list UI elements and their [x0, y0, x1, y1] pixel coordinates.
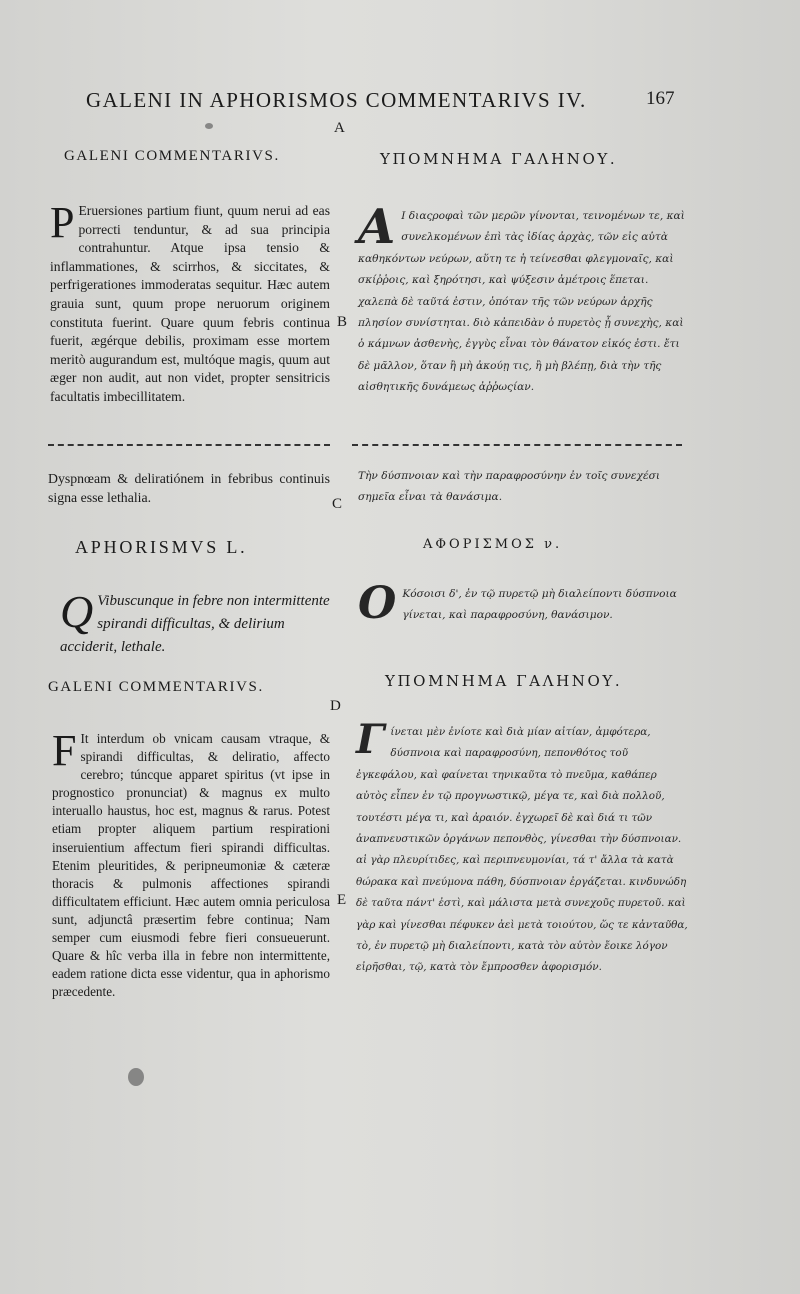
aphorism-title-greek: ΑΦΟΡΙΣΜΟΣ ν.	[423, 537, 563, 552]
greek-commentary-1	[358, 199, 686, 399]
margin-letter-b: B	[337, 314, 348, 330]
page-number: 167	[646, 88, 675, 109]
margin-letter-d: D	[330, 698, 341, 714]
greek-heading-2: ΥΠΟΜΝΗΜΑ ΓΑΛΗΝΟΥ.	[385, 672, 623, 690]
aphorism-latin-text: Vibuscunque in febre non intermittente spirandi difficultas, & delirium acciderit, lethale.	[60, 593, 330, 655]
greek-commentary-1-text: Ι διαςροφαὶ τῶν μερῶν γίνονται, τεινομένων τε, καὶ συνελκομένων ἐπὶ τὰς ἰδίας ἀρχὰς, τῶν εἰς αὐτὰ καθηκόντων νεύρων, αὕτη τε ἡ τείνεσθαι φλεγμοναῖς, καὶ σκίῤῥοις, καὶ ξηρότησι, καὶ ψύξεσιν ἀμέτροις ἕπεται. χαλεπὰ δὲ ταῦτά ἐστιν, ὁπόταν τῆς τῶν νεύρων ἀρχῆς πλησίον συνίστηται. διὸ κἀπειδὰν ὁ πυρετὸς ᾖ συνεχὴς, καὶ ὁ κάμνων ἀσθενὴς, ἐγγὺς εἶναι τὸν θάνατον εἰκός ἐστι. ἔτι δὲ μᾶλλον, ὅταν ἢ μὴ ἀκούῃ τις, ἢ μὴ βλέπῃ, διὰ τὴν τῆς αἰσθητικῆς δυνάμεως ἀῤῥωςίαν.	[358, 210, 685, 394]
latin-dropcap-2: F	[52, 726, 77, 775]
greek-dropcap-1: Α	[358, 199, 396, 255]
margin-letter-c: C	[332, 496, 343, 512]
latin-heading-2: GALENI COMMENTARIVS.	[48, 679, 264, 695]
greek-commentary-2-text: ίνεται μὲν ἐνίοτε καὶ διὰ μίαν αἰτίαν, ἀμφότερα, δύσπνοια καὶ παραφροσύνη, πεπονθότος τοῦ ἐγκεφάλου, καὶ φαίνεται τηνικαῦτα τὸ πνεῦμα, καθάπερ αὐτὸς εἶπεν ἐν τῷ προγνωστικῷ, μέγα τε, καὶ διὰ πολλοῦ, τουτέστι μέγα τι, καὶ ἀραιόν. ἐγχωρεῖ δὲ καὶ διά τι τῶν ἀναπνευστικῶν ὀργάνων πεπονθὸς, γίνεσθαι τὴν δύσπνοιαν. αἱ γὰρ πλευρίτιδες, καὶ περιπνευμονίαι, τά τ' ἄλλα τὰ κατὰ θώρακα καὶ πνεύμονα πάθη, δύσπνοιαν ἐργάζεται. κινδυνώδη δὲ ταῦτα πάντ' ἐστὶ, καὶ μάλιστα μετὰ συνεχοῦς πυρετοῦ. καὶ γὰρ καὶ γίνεσθαι πέφυκεν ἀεὶ μετὰ τοιούτου, ὥς τε κἀνταῦθα, τὸ, ἐν πυρετῷ μὴ διαλείποντι, κατὰ τὸν αὐτὸν ἔοικε λόγον εἰρῆσθαι, τῷ, κατὰ τὸν ἔμπροσθεν ἀφορισμόν.	[356, 726, 688, 974]
margin-letter-a: A	[334, 120, 345, 136]
aphorism-greek-dropcap: Ο	[358, 578, 397, 629]
running-title: GALENI IN APHORISMOS COMMENTARIVS IV.	[86, 88, 587, 112]
latin-commentary-2-text: It interdum ob vnicam causam vtraque, & spirandi difficultas, & deliratio, affecto cerebro; túncque apparet spiritus (vt ipse in prognostico pronunciat) & magnus ex multo interuallo haustus, hoc est, magnus & rarus. Potest etiam propter aliquem partium respirationi inseruientium affectum fieri spirandi difficultas. Etenim pleuritides, & peripneumoniæ & cæteræ thoracis & pulmonis affectiones spirandi difficultatem efficiunt. Hæc autem omnia periculosa sunt, adjunctâ præsertim febre continua; Nam semper cum eiusmodi febre fieri consueuerunt. Quare & hîc verba illa in febre non intermittente, eadem ratione dicta esse videntur, qua in aphorismo præcedente.	[52, 731, 330, 1000]
divider-right	[352, 444, 682, 446]
aphorism-latin-dropcap: Q	[60, 586, 94, 637]
divider-left	[48, 444, 330, 446]
latin-commentary-1-text: Eruersiones partium fiunt, quum nerui ad eas porrecti tenduntur, & ad sua principia contrahuntur. Atque ipsa tensio & inflammationes, & scirrhos, & siccitates, & perfrigerationes immoderatas sequitur. Hæc autem grauia sunt, quum prope neruorum originem constituta fuerint. Quare quum febris continua fuerit, ægérque debilis, proximam esse mortem meritò augurandum est, multóque magis, quum aut æger non audit, aut non videt, propter sensitricis facultatis imbecillitatem.	[50, 203, 330, 404]
aphorism-latin	[60, 586, 330, 659]
latin-commentary-2	[52, 726, 330, 1001]
aphorism-greek	[358, 578, 686, 629]
ink-spot-small	[205, 123, 213, 129]
latin-summary: Dyspnœam & deliratiónem in febribus continuis signa esse lethalia.	[48, 471, 330, 505]
greek-commentary-2	[356, 716, 688, 979]
margin-letter-e: E	[337, 892, 347, 908]
aphorism-title-latin: APHORISMVS L.	[75, 537, 248, 557]
latin-dropcap-1: P	[50, 198, 75, 247]
aphorism-greek-text: Κόσοισι δ', ἐν τῷ πυρετῷ μὴ διαλείποντι δύσπνοια γίνεται, καὶ παραφροσύνη, θανάσιμον.	[402, 588, 677, 622]
ink-spot	[128, 1068, 144, 1086]
latin-heading-1: GALENI COMMENTARIVS.	[64, 148, 280, 164]
greek-heading-1: ΥΠΟΜΝΗΜΑ ΓΑΛΗΝΟΥ.	[380, 150, 618, 168]
greek-summary: Τὴν δύσπνοιαν καὶ τὴν παραφροσύνην ἐν τοῖς συνεχέσι σημεῖα εἶναι τὰ θανάσιμα.	[358, 470, 661, 504]
greek-dropcap-2: Γ	[356, 716, 385, 763]
latin-commentary-1	[50, 198, 330, 407]
